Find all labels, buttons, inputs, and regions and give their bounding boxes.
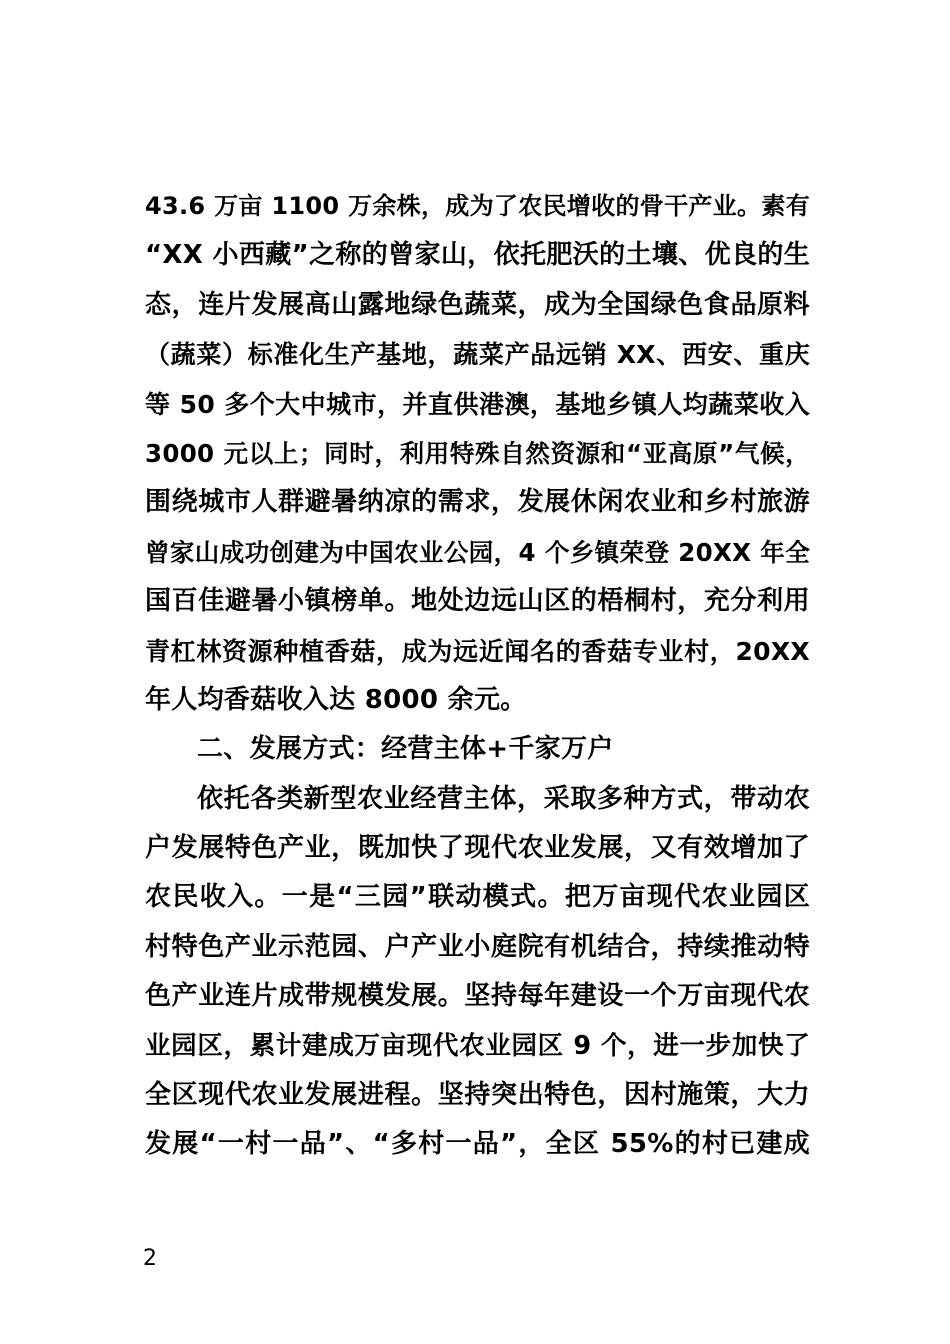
text-line: “XX 小西藏”之称的曾家山，依托肥沃的土壤、优良的生 (145, 240, 810, 271)
text-line: 青杠林资源种植香菇，成为远近闻名的香菇专业村，20XX (145, 636, 810, 666)
text-line: 全区现代农业发展进程。坚持突出特色，因村施策，大力 (145, 1080, 810, 1111)
text-line: 年人均香菇收入达 8000 余元。 (145, 684, 527, 715)
text-line: 户发展特色产业，既加快了现代农业发展，又有效增加了 (145, 833, 810, 864)
text-line: 国百佳避暑小镇榜单。地处边远山区的梧桐村，充分利用 (145, 586, 810, 617)
text-line: 色产业连片成带规模发展。坚持每年建设一个万亩现代农 (145, 981, 810, 1012)
text-line: 依托各类新型农业经营主体，采取多种方式，带动农 (197, 783, 810, 814)
body-text (145, 182, 810, 1170)
text-line: 业园区，累计建成万亩现代农业园区 9 个，进一步加快了 (145, 1030, 810, 1061)
text-line: 态，连片发展高山露地绿色蔬菜，成为全国绿色食品原料 (145, 289, 810, 320)
paragraph-2 (145, 775, 810, 1170)
text-line: 曾家山成功创建为中国农业公园，4 个乡镇荣登 20XX 年全 (145, 537, 810, 567)
text-line: （蔬菜）标准化生产基地，蔬菜产品远销 XX、西安、重庆 (145, 340, 810, 370)
text-line: 围绕城市人群避暑纳凉的需求，发展休闲农业和乡村旅游 (145, 487, 810, 518)
text-line: 村特色产业示范园、户产业小庭院有机结合，持续推动特 (145, 931, 810, 962)
paragraph-1 (145, 182, 810, 725)
text-line: 43.6 万亩 1100 万余株，成为了农民增收的骨干产业。素有 (145, 192, 810, 220)
text-line: 3000 元以上；同时，利用特殊自然资源和“亚高原”气候， (145, 438, 810, 468)
text-line: 发展“一村一品”、“多村一品”，全区 55%的村已建成 (145, 1129, 810, 1160)
section-heading: 二、发展方式：经营主体+千家万户 (197, 734, 614, 765)
text-line: 等 50 多个大中城市，并直供港澳，基地乡镇人均蔬菜收入 (145, 389, 810, 419)
page-number: 2 (143, 1246, 157, 1271)
text-line: 农民收入。一是“三园”联动模式。把万亩现代农业园区 (145, 882, 810, 913)
